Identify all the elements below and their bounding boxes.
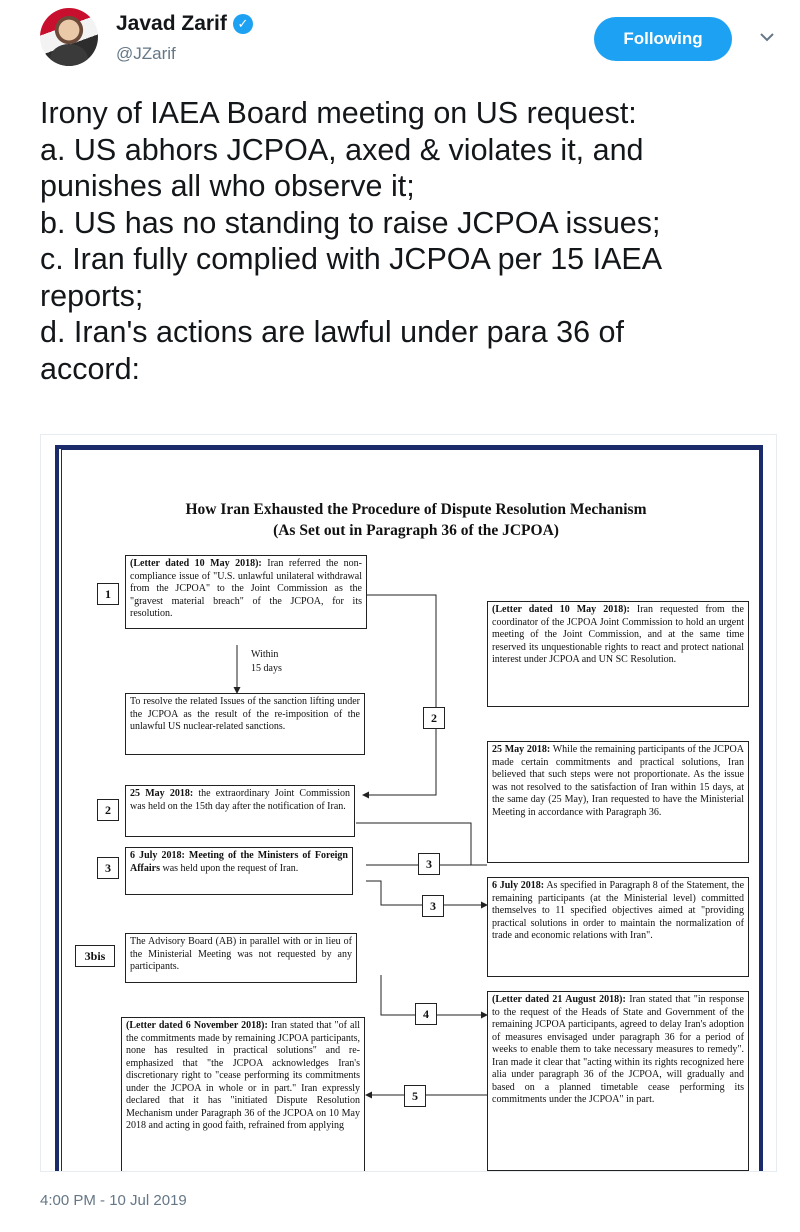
tweet-line: reports;: [40, 278, 144, 313]
flow-box-text: Iran stated that "in response to the request of the Heads of State and Government of the remaining JCPOA participants, agreed to delay Iran's adoption of measures envisaged under paragraph 36 for a period of weeks to enable them to take necessary measures to remedy". Iran made it clear that "acting within its rights recognized here alia under paragraph 36 of the JCPOA, will gradually and based on a planned timetable cease performing its commitments under the JCPOA" in part.: [492, 994, 744, 1105]
flow-box: [125, 555, 367, 629]
step-number: 2: [423, 707, 445, 729]
tweet-media-image[interactable]: [40, 434, 777, 1172]
flow-box: [125, 847, 353, 895]
step-number: 2: [97, 799, 119, 821]
step-number: 3: [422, 895, 444, 917]
avatar-figure: [50, 44, 88, 66]
flow-box-heading: 6 July 2018: Meeting of the Ministers of Foreign Affairs: [130, 850, 348, 874]
user-handle[interactable]: @JZarif: [116, 44, 176, 63]
flow-box: [487, 991, 749, 1171]
flow-box: [487, 877, 749, 977]
flow-box: [487, 741, 749, 863]
flow-box: [125, 785, 355, 837]
tweet-line: d. Iran's actions are lawful under para 36 of: [40, 315, 624, 349]
flow-box-text: As specified in Paragraph 8 of the Statement, the remaining participants (at the Ministerial level) committed themselves to 11 specified objectives aimed at "providing practical solutions in order to maintain the normalization of trade and economic relations with Iran".: [492, 880, 745, 941]
tweet-line: c. Iran fully complied with JCPOA per 15 IAEA: [40, 242, 663, 276]
step-number: 1: [97, 583, 119, 605]
document-subtitle: (As Set out in Paragraph 36 of the JCPOA): [273, 522, 559, 539]
flow-box-heading: 25 May 2018:: [130, 788, 194, 799]
display-name-text[interactable]: Javad Zarif: [116, 12, 227, 35]
flow-box: [125, 693, 365, 755]
step-number: 3bis: [75, 945, 115, 967]
flow-box-text: was held upon the request of Iran.: [160, 862, 299, 874]
step-number: 3: [418, 853, 440, 875]
flow-box-heading: (Letter dated 10 May 2018):: [492, 604, 630, 615]
flow-box-text: To resolve the related Issues of the sanction lifting under the JCPOA as the result of the re-imposition of the unlawful US nuclear-related sanctions.: [130, 696, 360, 732]
following-button[interactable]: Following: [594, 17, 732, 61]
flow-box: [121, 1017, 365, 1172]
document-title-line: How Iran Exhausted the Procedure of Dispute Resolution Mechanism: [185, 501, 647, 518]
flow-box-text: Iran requested from the coordinator of the JCPOA Joint Commission to hold an urgent meeting of the Joint Commission, and at the same time reserved its unquestionable rights to react and protect national interest under JCPOA and UN SC Resolution.: [492, 604, 744, 665]
flow-box-heading: 25 May 2018:: [492, 744, 551, 755]
tweet-timestamp[interactable]: 4:00 PM - 10 Jul 2019: [40, 1192, 187, 1209]
flow-box: [487, 601, 749, 707]
verified-badge-icon: ✓: [233, 14, 253, 34]
avatar[interactable]: [40, 8, 98, 66]
tweet-line: b. US has no standing to raise JCPOA issues;: [40, 205, 661, 240]
flow-box-text: the extraordinary Joint Commission was held on the 15th day after the notification of Iran.: [130, 788, 350, 812]
flow-box-text: Iran referred the non-compliance issue of "U.S. unlawful unilateral withdrawal from the JCPOA" to the Joint Commission as the "gravest material breach" of the JCPOA, for its resolution.: [130, 558, 362, 619]
flow-box-text: While the remaining participants of the JCPOA made certain commitments and practical solutions, Iran believed that such steps were not proportionate. As the issue was not resolved to the satisfaction of Iran within 15 days, at the same day (25 May), Iran requested to have the Ministerial Meeting in accordance with Paragraph 36.: [492, 744, 744, 818]
flow-box-heading: 6 July 2018:: [492, 880, 545, 891]
tweet-line: punishes all who observe it;: [40, 169, 415, 203]
tweet-line: a. US abhors JCPOA, axed & violates it, and: [40, 132, 644, 167]
flow-box-heading: (Letter dated 21 August 2018):: [492, 994, 626, 1005]
flow-box-heading: (Letter dated 10 May 2018):: [130, 558, 262, 569]
chevron-down-icon[interactable]: [758, 28, 776, 46]
step-number: 5: [404, 1085, 426, 1107]
tweet-line: Irony of IAEA Board meeting on US request:: [40, 96, 637, 130]
display-name[interactable]: [116, 12, 253, 36]
flow-box-text: The Advisory Board (AB) in parallel with or in lieu of the Ministerial Meeting was not requested by any participants.: [130, 936, 352, 972]
tweet-text: [40, 95, 780, 387]
flow-box-heading: (Letter dated 6 November 2018):: [126, 1020, 268, 1031]
document-title: [91, 499, 741, 541]
tweet-line: accord:: [40, 351, 141, 386]
interval-label: 15 days: [251, 663, 282, 674]
step-number: 3: [97, 857, 119, 879]
step-number: 4: [415, 1003, 437, 1025]
interval-label: Within: [251, 649, 279, 660]
flow-box: [125, 933, 357, 983]
flow-box-text: Iran stated that "of all the commitments made by remaining JCPOA participants, none has resulted in practical solutions" and re-emphasized that "the JCPOA acknowledges Iran's discretionary right to "cease performing its commitments under the JCPOA in whole or in part." Iran expressly declared that it has "initiated Dispute Resolution Mechanism under Paragraph 36 of the JCPOA on 10 May 2018 and acting in good faith, refrained from applying: [126, 1020, 360, 1131]
